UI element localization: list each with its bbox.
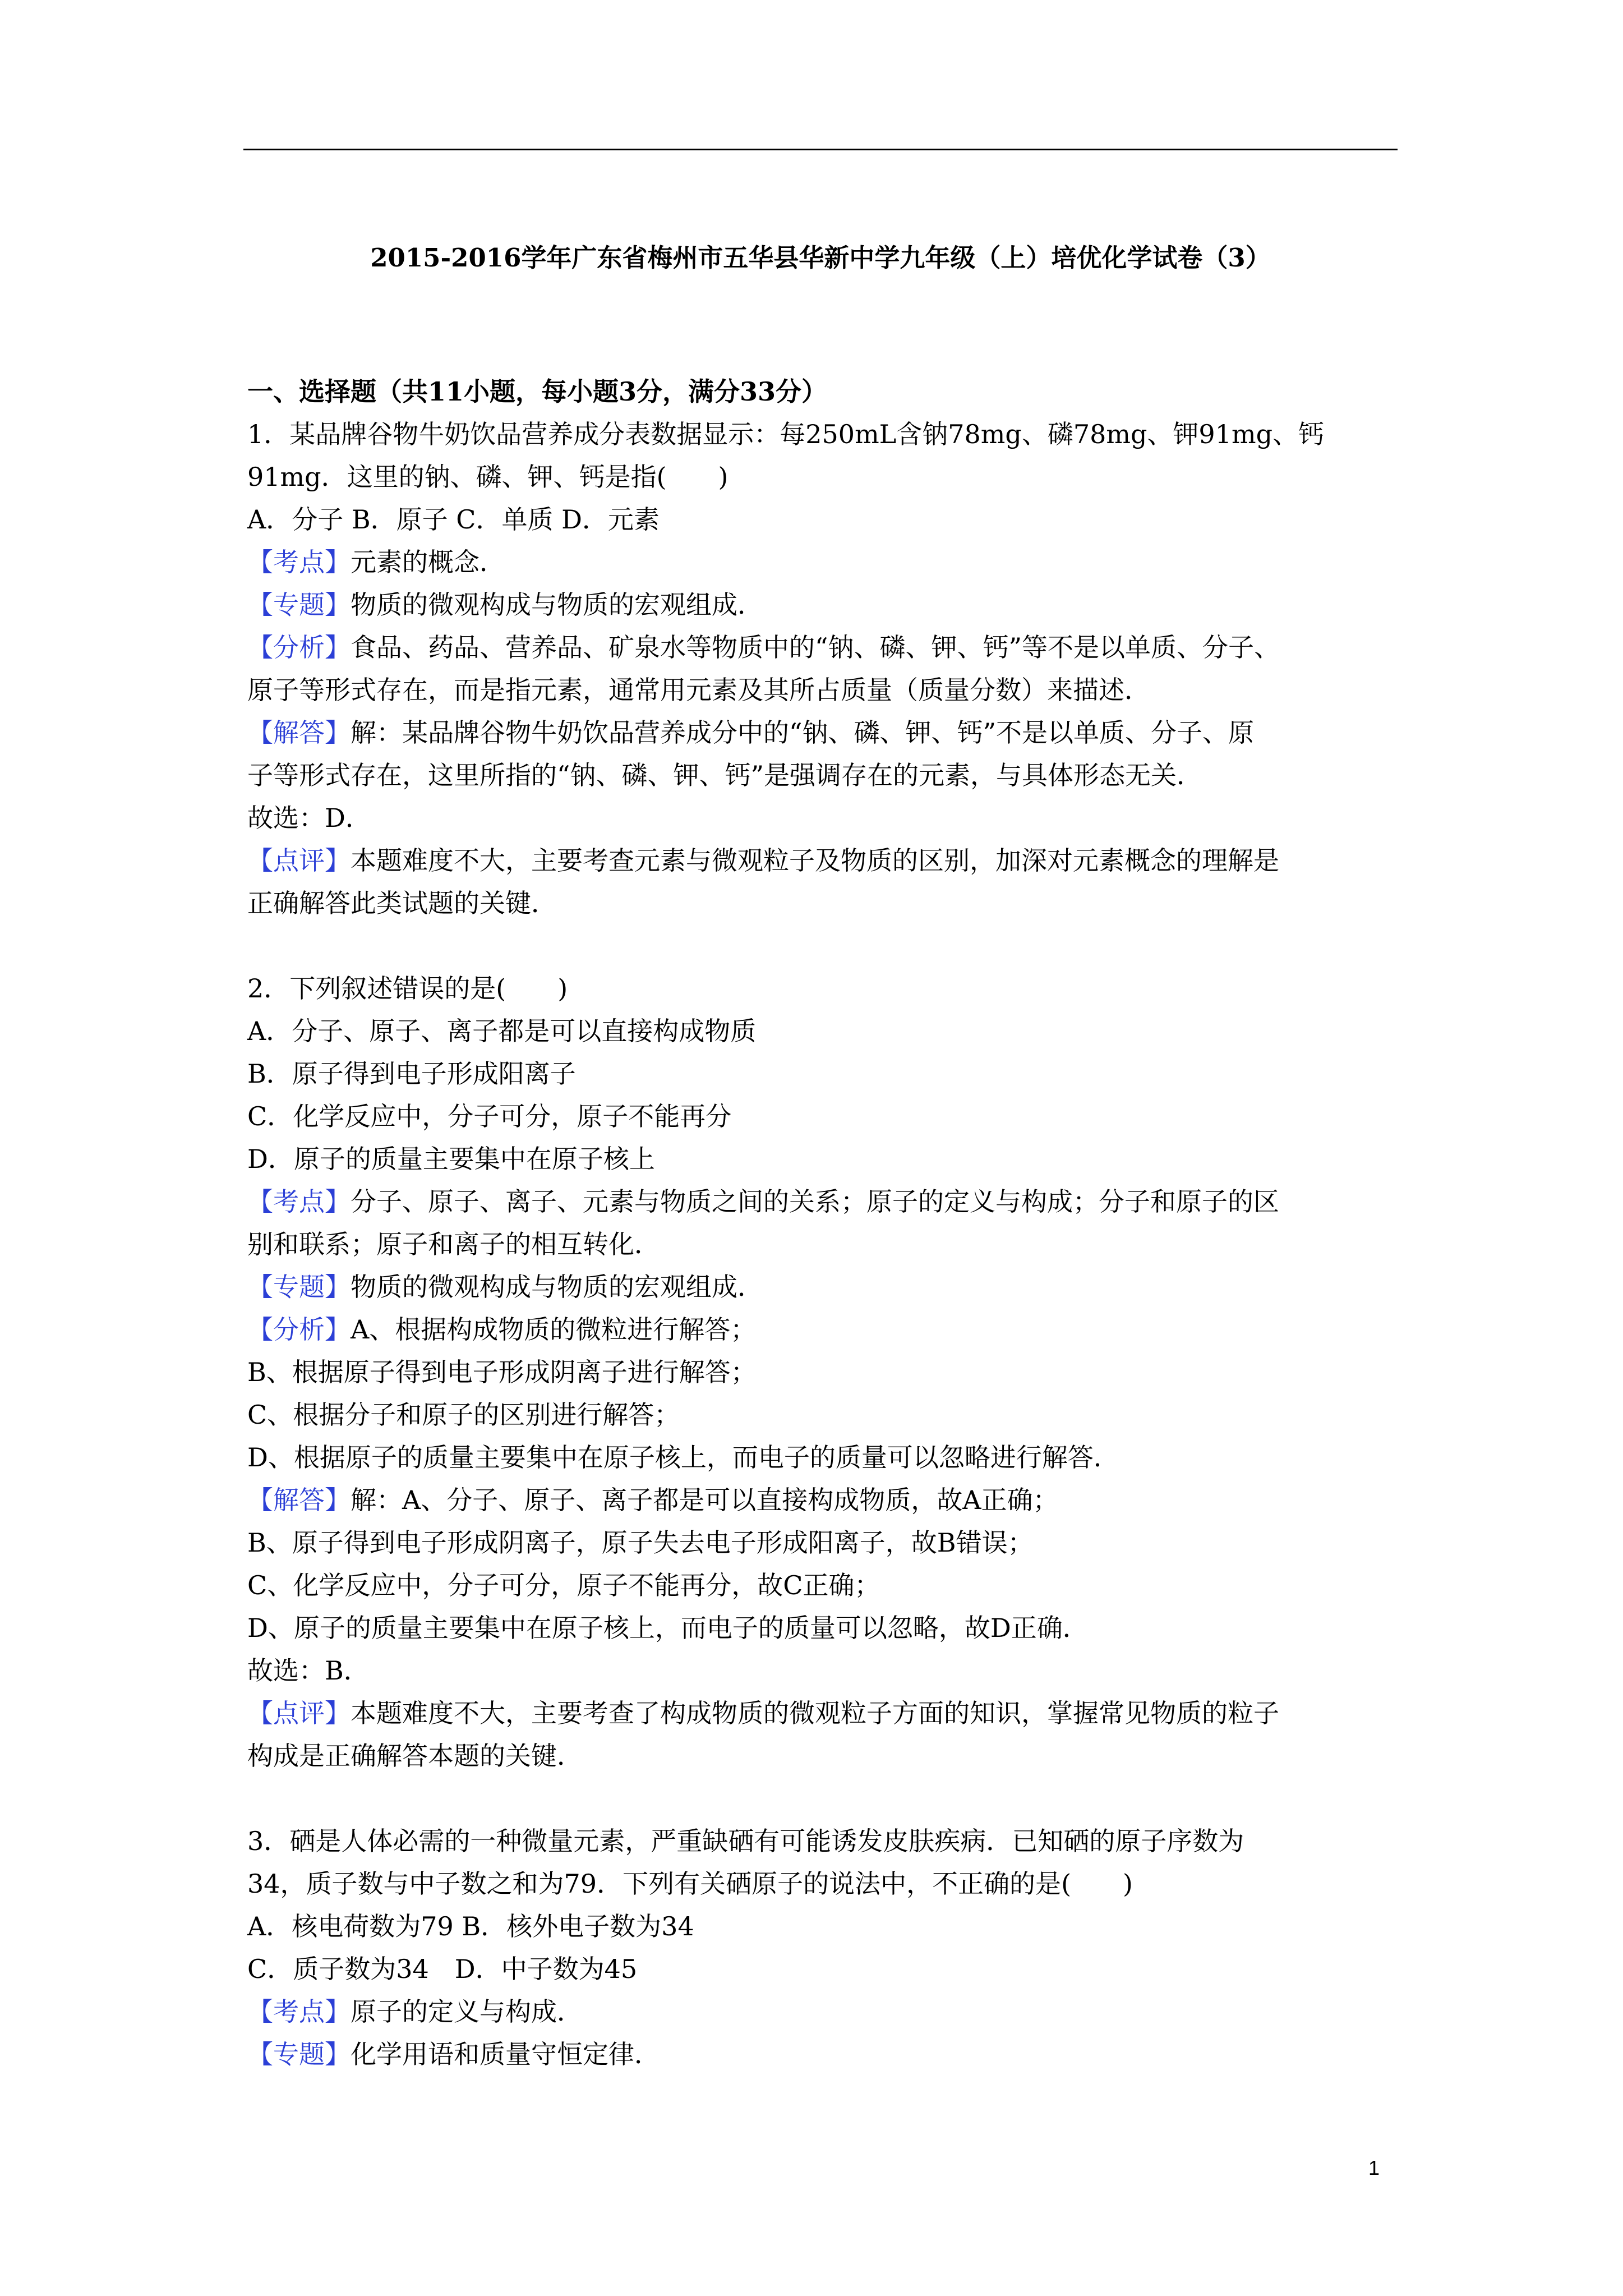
question-stem: 34，质子数与中子数之和为79．下列有关硒原子的说法中，不正确的是( ) bbox=[247, 1869, 1133, 1899]
question-1 bbox=[247, 413, 1401, 924]
question-stem: 2．下列叙述错误的是( ) bbox=[247, 973, 568, 1004]
fenxi-text: D、根据原子的质量主要集中在原子核上，而电子的质量可以忽略进行解答． bbox=[247, 1442, 1119, 1473]
option-c-d: C．质子数为34 D．中子数为45 bbox=[247, 1954, 638, 1984]
dianping-line bbox=[247, 839, 1401, 882]
jieda-text: D、原子的质量主要集中在原子核上，而电子的质量可以忽略，故D正确． bbox=[247, 1613, 1089, 1643]
jieda-text: 解：某品牌谷物牛奶饮品营养成分中的“钠、磷、钾、钙”不是以单质、分子、原 bbox=[351, 717, 1255, 748]
option-d: D．原子的质量主要集中在原子核上 bbox=[247, 1144, 655, 1174]
dianping-text: 正确解答此类试题的关键． bbox=[247, 888, 557, 918]
document-title: 2015-2016学年广东省梅州市五华县华新中学九年级（上）培优化学试卷（3） bbox=[370, 243, 1271, 273]
zhuanti-tag: 【专题】 bbox=[247, 590, 351, 620]
page-number: 1 bbox=[1368, 2156, 1380, 2179]
zhuanti-line bbox=[247, 583, 1401, 626]
question-stem: 91mg．这里的钠、磷、钾、钙是指( ) bbox=[247, 462, 728, 492]
dianping-text: 构成是正确解答本题的关键． bbox=[247, 1741, 583, 1771]
dianping-line bbox=[247, 1692, 1401, 1734]
jieda-line bbox=[247, 711, 1401, 754]
fenxi-text: A、根据构成物质的微粒进行解答； bbox=[351, 1314, 757, 1345]
jieda-tag: 【解答】 bbox=[247, 1485, 351, 1515]
zhuanti-line bbox=[247, 2033, 1401, 2076]
kaodian-line bbox=[247, 1180, 1401, 1223]
kaodian-line bbox=[247, 1990, 1401, 2033]
dianping-text: 本题难度不大，主要考查元素与微观粒子及物质的区别，加深对元素概念的理解是 bbox=[351, 845, 1279, 876]
kaodian-text: 别和联系；原子和离子的相互转化． bbox=[247, 1229, 660, 1259]
zhuanti-tag: 【专题】 bbox=[247, 1272, 351, 1302]
dianping-tag: 【点评】 bbox=[247, 845, 351, 876]
option-a: A．分子、原子、离子都是可以直接构成物质 bbox=[247, 1016, 757, 1046]
jieda-text: B、原子得到电子形成阴离子，原子失去电子形成阳离子，故B错误； bbox=[247, 1527, 1034, 1558]
option-b: B．原子得到电子形成阳离子 bbox=[247, 1059, 576, 1089]
fenxi-text: 食品、药品、营养品、矿泉水等物质中的“钠、磷、钾、钙”等不是以单质、分子、 bbox=[351, 632, 1280, 662]
zhuanti-text: 物质的微观构成与物质的宏观组成． bbox=[351, 590, 763, 620]
fenxi-text: C、根据分子和原子的区别进行解答； bbox=[247, 1400, 680, 1430]
kaodian-text: 分子、原子、离子、元素与物质之间的关系；原子的定义与构成；分子和原子的区 bbox=[351, 1186, 1279, 1217]
jieda-text: 子等形式存在，这里所指的“钠、磷、钾、钙”是强调存在的元素，与具体形态无关． bbox=[247, 760, 1203, 790]
zhuanti-text: 物质的微观构成与物质的宏观组成． bbox=[351, 1272, 763, 1302]
question-3 bbox=[247, 1820, 1401, 2076]
question-options: A．分子 B．原子 C．单质 D．元素 bbox=[247, 504, 660, 535]
fenxi-text: 原子等形式存在，而是指元素，通常用元素及其所占质量（质量分数）来描述． bbox=[247, 675, 1150, 705]
dianping-text: 本题难度不大，主要考查了构成物质的微观粒子方面的知识，掌握常见物质的粒子 bbox=[351, 1698, 1279, 1728]
fenxi-text: B、根据原子得到电子形成阴离子进行解答； bbox=[247, 1357, 757, 1387]
spacer bbox=[247, 924, 1401, 967]
option-c: C．化学反应中，分子可分，原子不能再分 bbox=[247, 1101, 732, 1131]
zhuanti-line bbox=[247, 1266, 1401, 1308]
fenxi-line bbox=[247, 1308, 1401, 1351]
fenxi-tag: 【分析】 bbox=[247, 1314, 351, 1345]
question-2 bbox=[247, 967, 1401, 1777]
fenxi-tag: 【分析】 bbox=[247, 632, 351, 662]
kaodian-tag: 【考点】 bbox=[247, 1996, 351, 2027]
kaodian-line bbox=[247, 541, 1401, 583]
answer-line: 故选：D． bbox=[247, 803, 371, 833]
zhuanti-text: 化学用语和质量守恒定律． bbox=[351, 2039, 660, 2069]
answer-line: 故选：B． bbox=[247, 1655, 370, 1686]
kaodian-tag: 【考点】 bbox=[247, 547, 351, 577]
document-body bbox=[247, 370, 1401, 2076]
jieda-text: 解：A、分子、原子、离子都是可以直接构成物质，故A正确； bbox=[351, 1485, 1059, 1515]
dianping-tag: 【点评】 bbox=[247, 1698, 351, 1728]
jieda-line bbox=[247, 1479, 1401, 1521]
zhuanti-tag: 【专题】 bbox=[247, 2039, 351, 2069]
option-a-b: A．核电荷数为79 B．核外电子数为34 bbox=[247, 1911, 694, 1941]
kaodian-text: 元素的概念． bbox=[351, 547, 505, 577]
kaodian-tag: 【考点】 bbox=[247, 1186, 351, 1217]
jieda-text: C、化学反应中，分子可分，原子不能再分，故C正确； bbox=[247, 1570, 880, 1600]
question-stem: 3．硒是人体必需的一种微量元素，严重缺硒有可能诱发皮肤疾病．已知硒的原子序数为 bbox=[247, 1826, 1244, 1856]
fenxi-line bbox=[247, 626, 1401, 669]
spacer bbox=[247, 1777, 1401, 1820]
jieda-tag: 【解答】 bbox=[247, 717, 351, 748]
question-stem: 1．某品牌谷物牛奶饮品营养成分表数据显示：每250mL含钠78mg、磷78mg、钾91mg、钙 bbox=[247, 419, 1325, 449]
kaodian-text: 原子的定义与构成． bbox=[351, 1996, 583, 2027]
section-title: 一、选择题（共11小题，每小题3分，满分33分） bbox=[247, 376, 828, 407]
header-rule bbox=[243, 149, 1398, 150]
